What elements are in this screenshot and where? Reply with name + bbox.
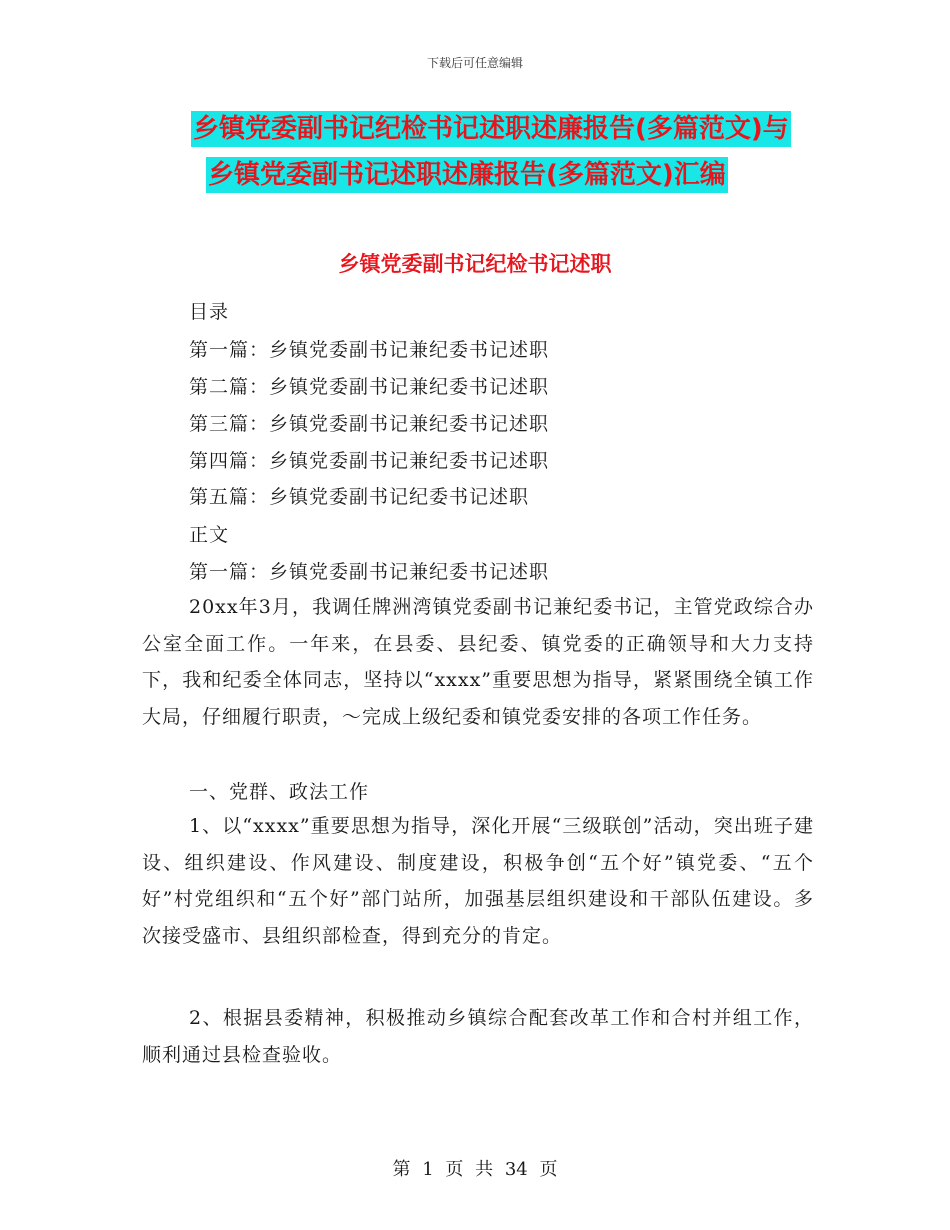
toc-heading: 目录 xyxy=(189,301,230,323)
toc-item-1: 第一篇：乡镇党委副书记兼纪委书记述职 xyxy=(189,339,550,361)
toc-item-4: 第四篇：乡镇党委副书记兼纪委书记述职 xyxy=(189,450,550,472)
toc-item-2: 第二篇：乡镇党委副书记兼纪委书记述职 xyxy=(189,376,550,398)
section-one-heading: 一、党群、政法工作 xyxy=(189,781,370,803)
toc-item-3: 第三篇：乡镇党委副书记兼纪委书记述职 xyxy=(189,413,550,435)
first-article-title: 第一篇：乡镇党委副书记兼纪委书记述职 xyxy=(189,561,550,583)
paragraph-item-1: 1、以“xxxx”重要思想为指导，深化开展“三级联创”活动，突出班子建设、组织建设、作风建设、制度建设，积极争创“五个好”镇党委、“五个好”村党组织和“五个好”部门站所，加强基层组织建设和干部队伍建设。多次接受盛市、县组织部检查，得到充分的肯定。 xyxy=(142,815,814,947)
document-title-line-1: 乡镇党委副书记纪检书记述职述廉报告(多篇范文)与 xyxy=(191,111,791,147)
header-note: 下载后可任意编辑 xyxy=(426,56,523,70)
document-subtitle: 乡镇党委副书记纪检书记述职 xyxy=(338,252,612,276)
paragraph-item-2: 2、根据县委精神，积极推动乡镇综合配套改革工作和合村并组工作，顺利通过县检查验收。 xyxy=(142,1007,814,1066)
document-title-line-2: 乡镇党委副书记述职述廉报告(多篇范文)汇编 xyxy=(206,157,728,193)
page-footer: 第 1 页 共 34 页 xyxy=(392,1159,558,1180)
toc-item-5: 第五篇：乡镇党委副书记纪委书记述职 xyxy=(189,486,530,508)
intro-paragraph: 20xx年3月，我调任牌洲湾镇党委副书记兼纪委书记，主管党政综合办公室全面工作。一年来，在县委、县纪委、镇党委的正确领导和大力支持下，我和纪委全体同志，坚持以“xxxx”重要思想为指导，紧紧围绕全镇工作大局，仔细履行职责，～完成上级纪委和镇党委安排的各项工作任务。 xyxy=(142,596,814,728)
body-heading: 正文 xyxy=(189,524,230,546)
